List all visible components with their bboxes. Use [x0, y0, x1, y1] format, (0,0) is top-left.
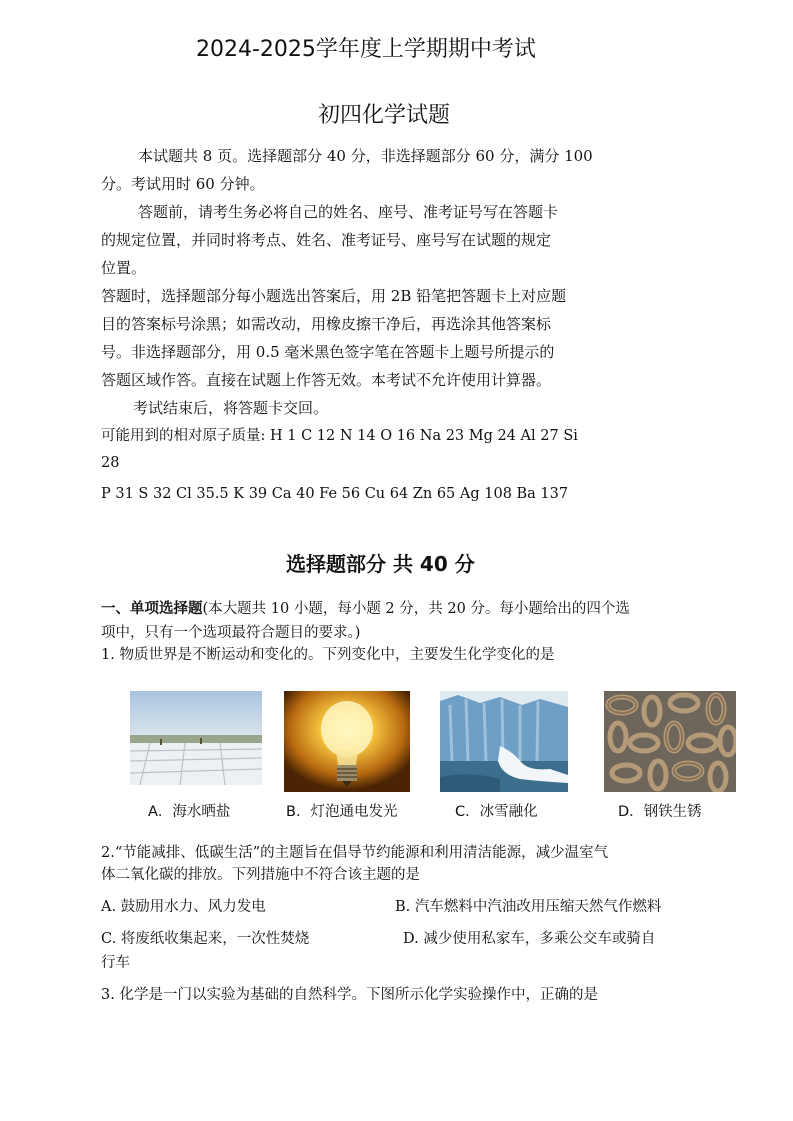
exam-title: 2024-2025学年度上学期期中考试 — [196, 37, 536, 62]
instruction-line: 号。非选择题部分，用 0.5 毫米黑色签字笔在答题卡上题号所提示的 — [101, 343, 555, 361]
instruction-line: 的规定位置，并同时将考点、姓名、准考证号、座号写在试题的规定 — [101, 231, 552, 249]
question-2-option-c: C. 将废纸收集起来，一次性焚烧 — [101, 931, 310, 947]
part-heading: 一、单项选择题 — [101, 601, 203, 617]
part-intro — [101, 596, 630, 622]
atomic-mass-line: P 31 S 32 Cl 35.5 K 39 Ca 40 Fe 56 Cu 64 Zn 65 Ag 108 Ba 137 — [101, 486, 569, 502]
instruction-line: 答题时，选择题部分每小题选出答案后，用 2B 铅笔把答题卡上对应题 — [101, 287, 567, 305]
atomic-mass-line: 28 — [101, 455, 120, 471]
section-title: 选择题部分 共 40 分 — [286, 552, 475, 576]
question-2-option-a: A. 鼓励用水力、风力发电 — [101, 899, 266, 915]
question-3-stem: 3. 化学是一门以实验为基础的自然科学。下图所示化学实验操作中，正确的是 — [101, 987, 598, 1003]
question-1-stem: 1. 物质世界是不断运动和变化的。下列变化中，主要发生化学变化的是 — [101, 647, 555, 663]
salt-field-photo — [130, 691, 262, 785]
exam-subtitle: 初四化学试题 — [318, 103, 451, 128]
part-intro-text: (本大题共 10 小题，每小题 2 分，共 20 分。每小题给出的四个选 — [202, 601, 630, 617]
rusty-chain-photo — [604, 691, 736, 792]
instruction-line: 答题前，请考生务必将自己的姓名、座号、准考证号写在答题卡 — [138, 203, 559, 221]
atomic-mass-line: 可能用到的相对原子质量: H 1 C 12 N 14 O 16 Na 23 Mg 24 Al 27 Si — [101, 428, 578, 444]
option-c-caption: C．冰雪融化 — [455, 804, 538, 820]
glacier-melting-photo — [440, 691, 568, 792]
instruction-line: 考试结束后，将答题卡交回。 — [133, 399, 329, 417]
instruction-line: 答题区域作答。直接在试题上作答无效。本考试不允许使用计算器。 — [101, 371, 552, 389]
part-intro-line2: 项中，只有一个选项最符合题目的要求。) — [101, 625, 361, 641]
question-2-option-d-cont: 行车 — [101, 955, 130, 971]
question-2-option-b: B. 汽车燃料中汽油改用压缩天然气作燃料 — [395, 899, 662, 915]
instruction-line: 本试题共 8 页。选择题部分 40 分，非选择题部分 60 分，满分 100 — [138, 147, 593, 165]
question-2-stem: 体二氧化碳的排放。下列措施中不符合该主题的是 — [101, 867, 420, 883]
light-bulb-photo — [284, 691, 410, 792]
instruction-line: 位置。 — [101, 259, 147, 277]
option-a-caption: A．海水晒盐 — [148, 804, 231, 820]
instruction-line: 目的答案标号涂黑；如需改动，用橡皮擦干净后，再选涂其他答案标 — [101, 315, 552, 333]
option-d-caption: D．钢铁生锈 — [618, 804, 702, 820]
instruction-line: 分。考试用时 60 分钟。 — [101, 175, 265, 193]
question-2-option-d: D. 减少使用私家车，多乘公交车或骑自 — [403, 931, 656, 947]
question-2-stem: 2.“节能减排、低碳生活”的主题旨在倡导节约能源和利用清洁能源，减少温室气 — [101, 845, 609, 861]
option-b-caption: B．灯泡通电发光 — [286, 804, 398, 820]
